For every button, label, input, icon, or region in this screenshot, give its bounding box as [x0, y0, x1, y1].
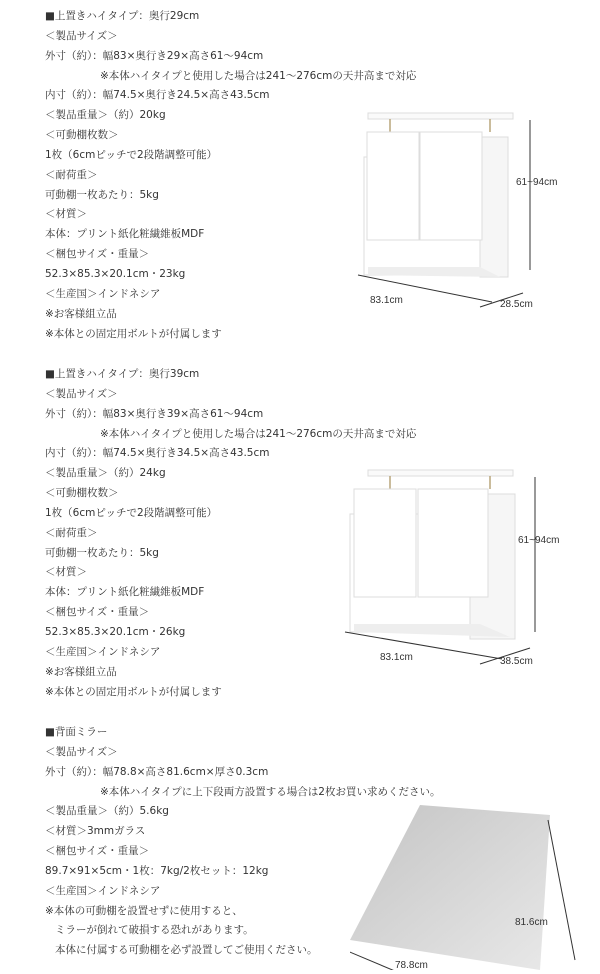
spec-line: 外寸（約）：幅78.8×高さ81.6cm×厚さ0.3cm [45, 765, 269, 778]
width-label: 83.1cm [380, 652, 413, 663]
spec-line: ※本体との固定用ボルトが付属します [45, 685, 222, 698]
spec-line: 本体：プリント紙化粧繊維板MDF [45, 586, 205, 599]
height-label: 61~94cm [516, 177, 558, 188]
spec-line: ミラーが倒れて破損する恐れがあります。 [55, 924, 254, 937]
spec-line: ＜製品重量＞（約）24kg [45, 467, 166, 480]
spec-line: 本体に付属する可動棚を必ず設置してご使用ください。 [55, 944, 318, 957]
spec-line: ※本体との固定用ボルトが付属します [45, 327, 222, 340]
spec-line: 52.3×85.3×20.1cm・26kg [45, 625, 186, 638]
spec-line: ＜製品サイズ＞ [45, 745, 118, 758]
spec-line: 外寸（約）：幅83×奥行き29×高さ61～94cm [45, 49, 264, 62]
section-title: ■上置きハイタイプ：奥行39cm [45, 368, 200, 380]
spec-line: ＜材質＞ [45, 208, 87, 221]
spec-line: ＜梱包サイズ・重量＞ [45, 248, 150, 261]
spec-line: 内寸（約）：幅74.5×奥行き34.5×高さ43.5cm [45, 447, 270, 460]
height-label: 61~94cm [518, 535, 560, 546]
spec-line: ＜生産国＞インドネシア [45, 884, 161, 897]
spec-line: ※お客様組立品 [45, 307, 117, 320]
cabinet-illustration [340, 105, 600, 320]
spec-line: ＜梱包サイズ・重量＞ [45, 845, 150, 858]
spec-line: 89.7×91×5cm・1枚：7kg/2枚セット：12kg [45, 864, 269, 877]
spec-line: 52.3×85.3×20.1cm・23kg [45, 267, 186, 280]
spec-line: ＜生産国＞インドネシア [45, 645, 161, 658]
spec-line: ＜製品重量＞（約）5.6kg [45, 805, 169, 818]
spec-line: ＜製品サイズ＞ [45, 387, 118, 400]
spec-line: ＜耐荷重＞ [45, 526, 98, 539]
depth-label: 28.5cm [500, 299, 533, 310]
spec-note: ※本体ハイタイプに上下段両方設置する場合は2枚お買い求めください。 [100, 785, 441, 798]
section-title: ■背面ミラー [45, 726, 108, 738]
spec-line: 内寸（約）：幅74.5×奥行き24.5×高さ43.5cm [45, 89, 270, 102]
spec-line: ＜可動棚枚数＞ [45, 129, 119, 142]
spec-line: ＜可動棚枚数＞ [45, 487, 119, 500]
spec-line: ※本体の可動棚を設置せずに使用すると、 [45, 904, 243, 917]
spec-line: ※お客様組立品 [45, 665, 117, 678]
spec-line: 1枚（6cmピッチで2段階調整可能） [45, 506, 218, 519]
spec-line: ＜梱包サイズ・重量＞ [45, 606, 150, 619]
mirror-figure [350, 800, 600, 970]
spec-line: 本体：プリント紙化粧繊維板MDF [45, 228, 205, 241]
cabinet-29cm-figure [340, 105, 600, 320]
spec-line: ＜生産国＞インドネシア [45, 287, 161, 300]
cabinet-illustration [340, 462, 600, 677]
height-label: 81.6cm [515, 917, 548, 928]
spec-line: ＜材質＞ [45, 566, 87, 579]
mirror-illustration [350, 800, 600, 970]
spec-line: ＜製品重量＞（約）20kg [45, 109, 166, 122]
width-label: 83.1cm [370, 295, 403, 306]
spec-line: ＜耐荷重＞ [45, 168, 98, 181]
spec-line: 可動棚一枚あたり：5kg [45, 188, 159, 201]
section-title: ■上置きハイタイプ：奥行29cm [45, 10, 200, 22]
spec-line: 外寸（約）：幅83×奥行き39×高さ61～94cm [45, 407, 264, 420]
spec-note: ※本体ハイタイプと使用した場合は241～276cmの天井高まで対応 [100, 69, 417, 82]
depth-label: 38.5cm [500, 656, 533, 667]
width-label: 78.8cm [395, 960, 428, 971]
spec-line: 可動棚一枚あたり：5kg [45, 546, 159, 559]
cabinet-39cm-figure [340, 462, 600, 677]
spec-line: ＜材質＞3mmガラス [45, 825, 146, 838]
spec-note: ※本体ハイタイプと使用した場合は241～276cmの天井高まで対応 [100, 427, 417, 440]
spec-line: 1枚（6cmピッチで2段階調整可能） [45, 148, 218, 161]
spec-line: ＜製品サイズ＞ [45, 29, 118, 42]
